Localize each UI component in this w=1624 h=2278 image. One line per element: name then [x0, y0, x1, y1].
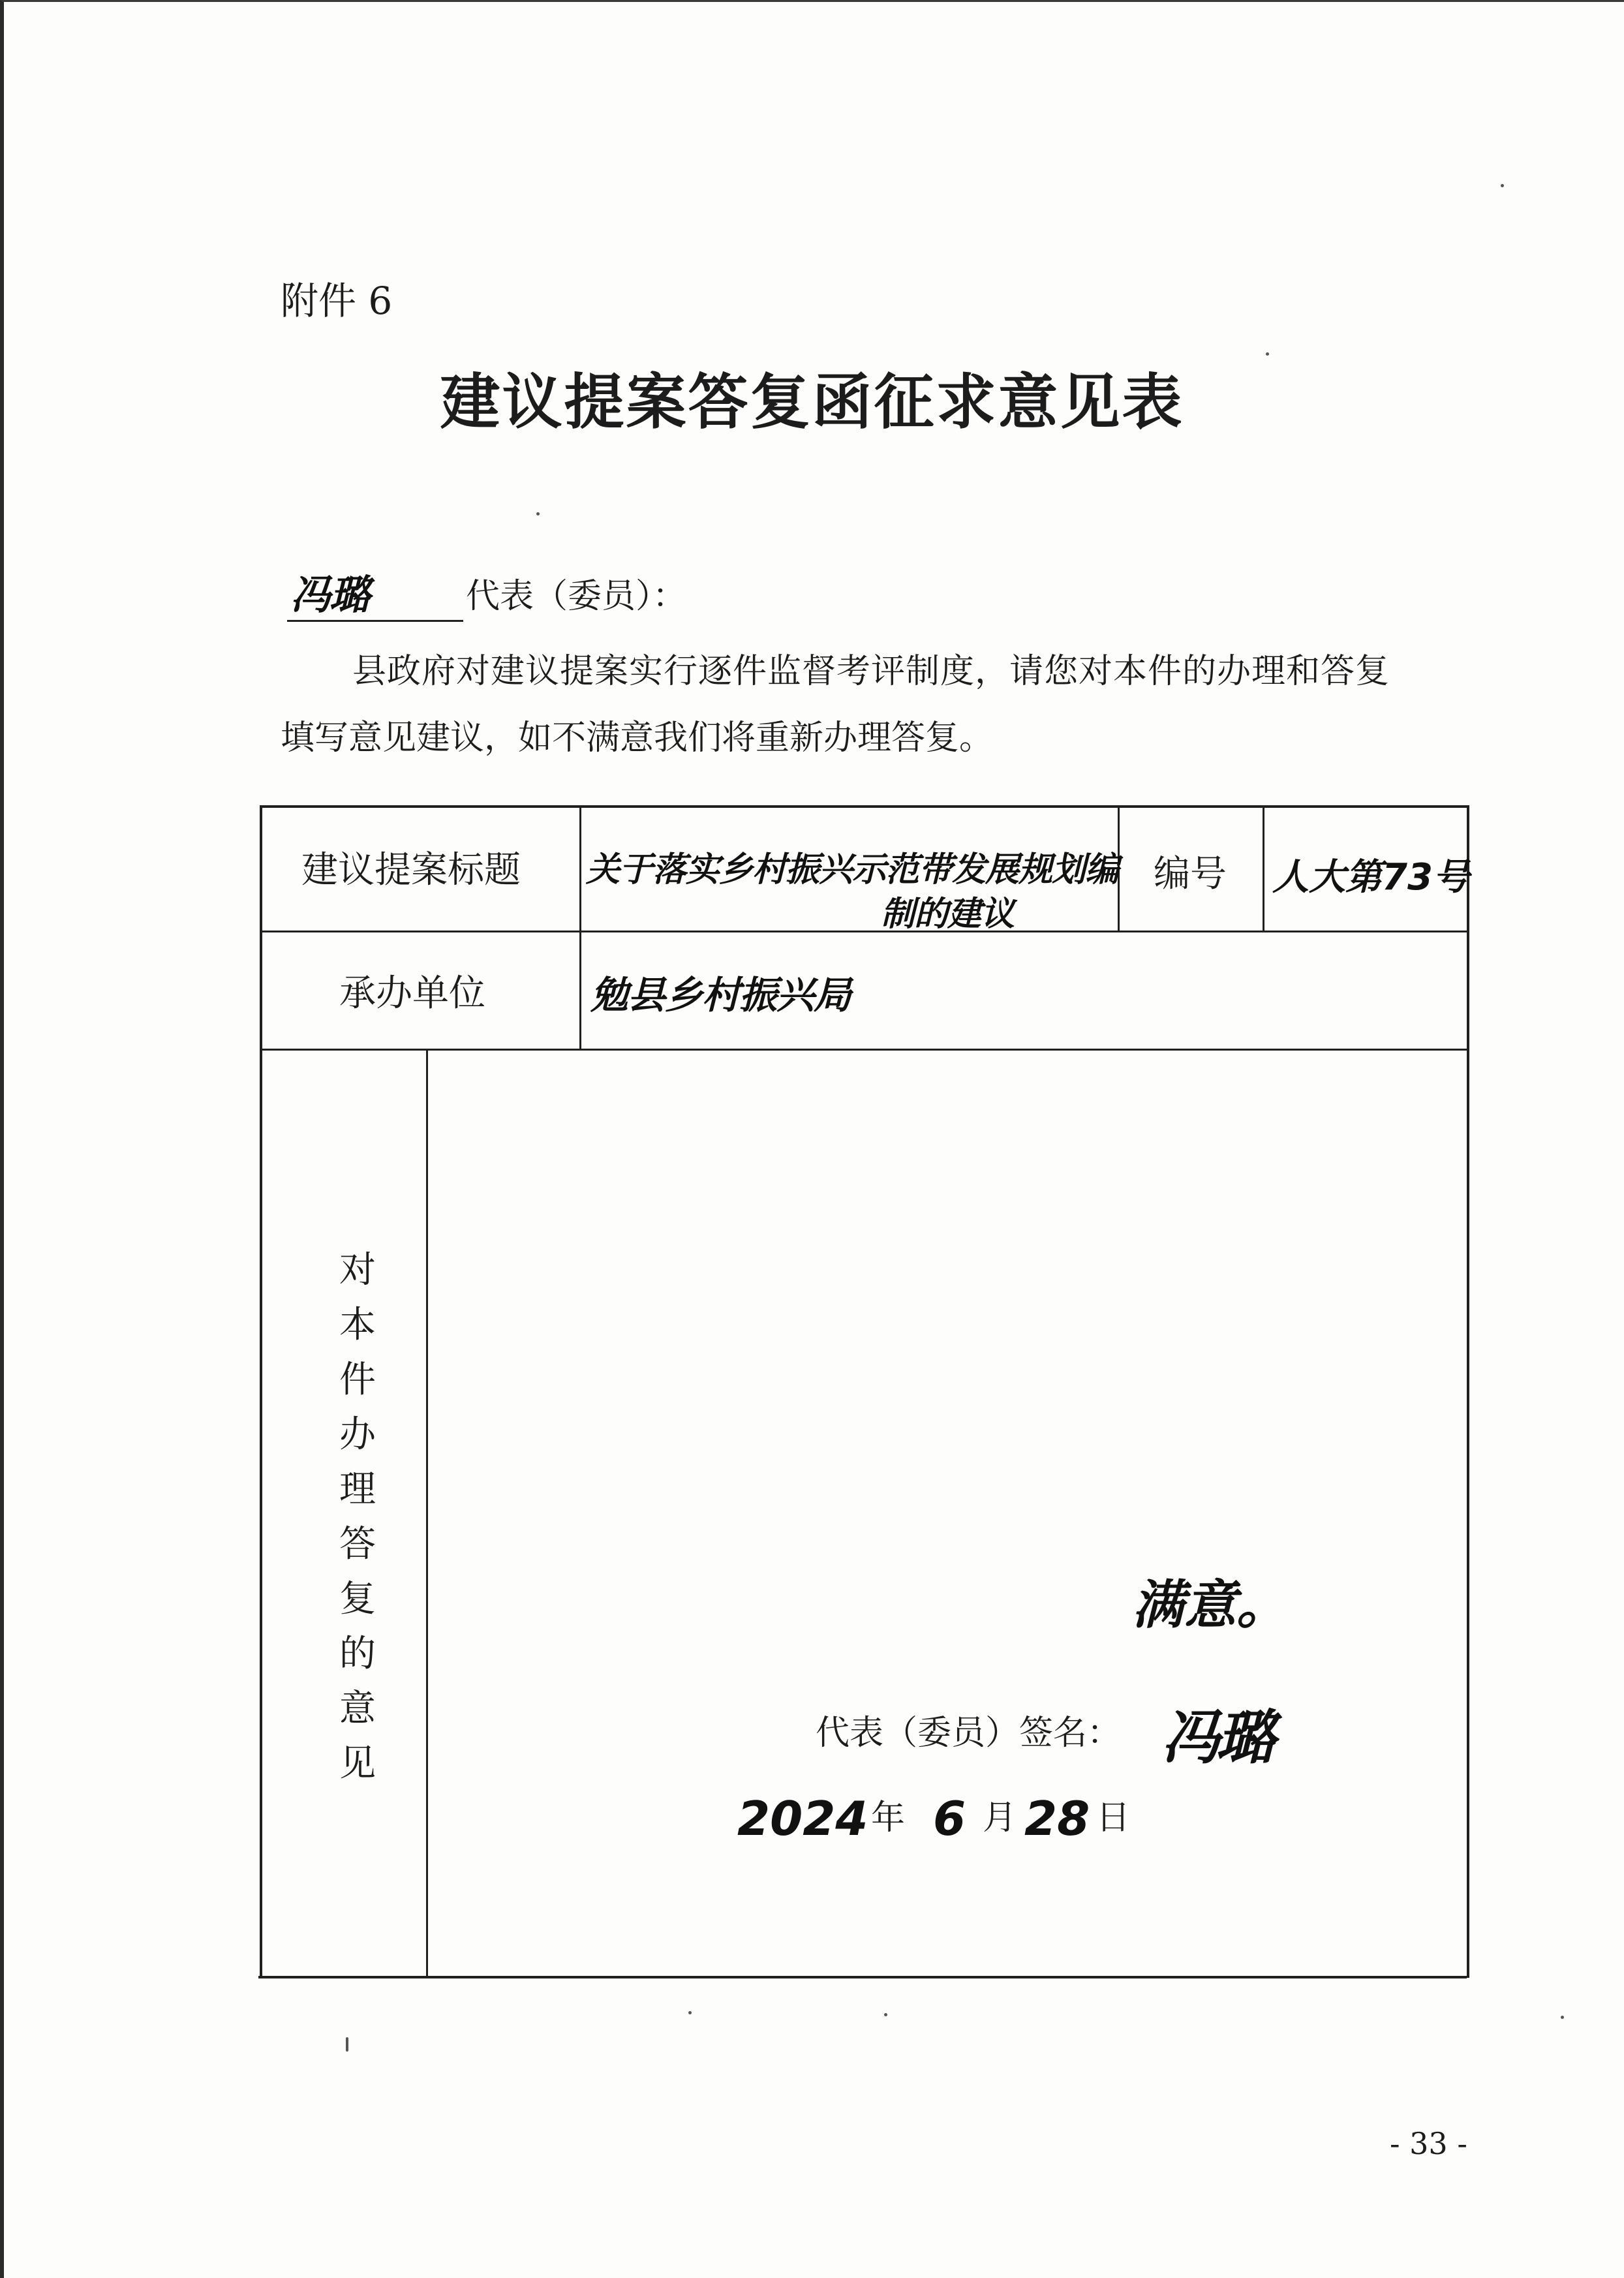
signature-label: 代表（委员）签名： [816, 1714, 1122, 1753]
opinion-value-handwritten: 满意。 [1132, 1575, 1289, 1635]
salutation-suffix: 代表（委员）： [466, 577, 687, 616]
number-label: 编号 [1154, 853, 1227, 895]
unit-value: 勉县乡村振兴局 [590, 973, 851, 1017]
table-border-right [1467, 805, 1469, 1978]
scan-speck [346, 2037, 348, 2052]
date-year: 2024 [737, 1791, 868, 1846]
scan-speck [536, 512, 540, 516]
salutation-name-handwritten: 冯璐 [290, 571, 369, 619]
scan-speck [688, 2011, 692, 2014]
scan-speck [1561, 2016, 1564, 2019]
opinion-label-char: 意 [339, 1687, 376, 1730]
opinion-label-char: 答 [339, 1523, 376, 1565]
opinion-label-char: 复 [339, 1578, 376, 1620]
date-year-suffix: 年 [871, 1798, 906, 1838]
opinion-label-char: 的 [339, 1633, 376, 1675]
opinion-label-char: 本 [339, 1304, 376, 1346]
document-title: 建议提案答复函征求意见表 [440, 367, 1184, 437]
number-value: 人大第73号 [1272, 856, 1469, 899]
scan-speck [1266, 352, 1269, 356]
attachment-label: 附件 6 [281, 279, 393, 323]
table-divider-row1 [260, 931, 1469, 932]
table-border-bottom [258, 1976, 1467, 1978]
unit-label: 承办单位 [339, 972, 485, 1015]
page-number: - 33 - [1390, 2126, 1467, 2161]
intro-line-1: 县政府对建议提案实行逐件监督考评制度，请您对本件的办理和答复 [352, 652, 1390, 691]
opinion-label-char: 理 [339, 1468, 376, 1511]
intro-paragraph [281, 638, 1468, 771]
date-day-suffix: 日 [1096, 1798, 1131, 1838]
signature-handwritten: 冯璐 [1161, 1704, 1271, 1772]
salutation-underline [287, 620, 463, 622]
table-border-top [260, 805, 1469, 808]
opinion-label-char: 办 [339, 1413, 376, 1456]
topic-label: 建议提案标题 [301, 849, 521, 891]
topic-value-line-1: 关于落实乡村振兴示范带发展规划编 [586, 850, 1119, 889]
opinion-label-char: 件 [339, 1359, 376, 1401]
table-divider-label-col [579, 805, 581, 1051]
table-divider-number-label-right [1263, 805, 1264, 932]
table-divider-row2 [260, 1049, 1469, 1051]
opinion-label-char: 对 [339, 1249, 376, 1291]
opinion-label-vertical [331, 1243, 384, 1791]
opinion-label-char: 见 [339, 1742, 376, 1785]
date-month: 6 [933, 1791, 966, 1846]
date-month-suffix: 月 [983, 1798, 1017, 1838]
table-divider-opinion-col [426, 1049, 428, 1978]
scan-speck [1501, 184, 1504, 187]
table-border-left [260, 805, 262, 1978]
topic-value-line-2: 制的建议 [881, 895, 1015, 934]
intro-line-2: 填写意见建议，如不满意我们将重新办理答复。 [281, 718, 994, 758]
scan-speck [884, 2013, 887, 2016]
date-day: 28 [1024, 1791, 1090, 1846]
